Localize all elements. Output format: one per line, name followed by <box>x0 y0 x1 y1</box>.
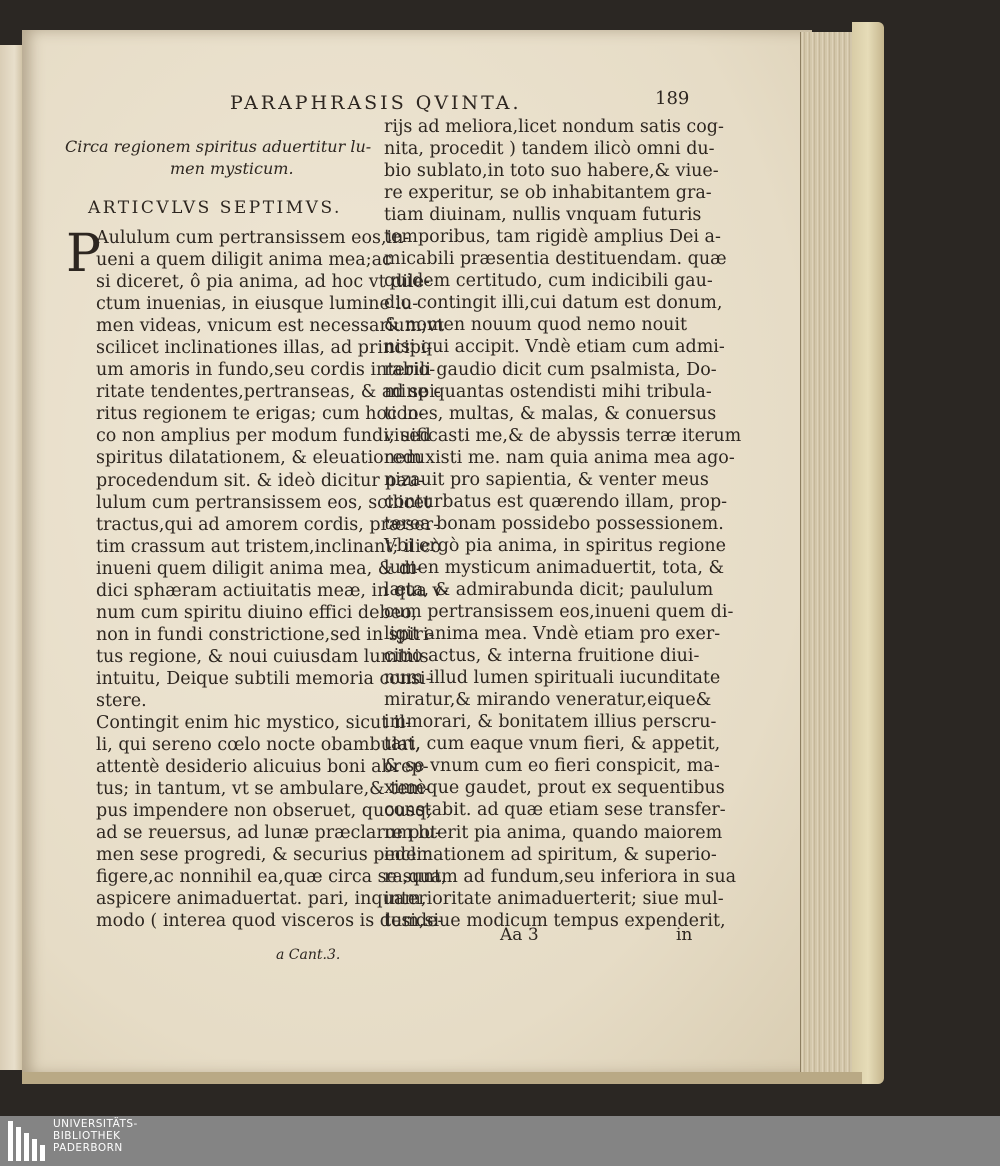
text-line: num cum spiritu diuino effici debeo, <box>96 602 418 623</box>
text-line: rijs ad meliora,licet nondum satis cog- <box>384 117 724 137</box>
text-line: ctum inuenias, in eiusque lumine lu- <box>96 294 419 315</box>
text-line: cum pertransissem eos,inueni quem di- <box>384 602 734 623</box>
text-line: interioritate animaduerterit; siue mul- <box>384 888 724 909</box>
text-line: tari, cum eaque vnum fieri, & appetit, <box>384 734 721 755</box>
text-line: num illud lumen spirituali iucunditate <box>384 668 721 689</box>
text-line: lulum cum pertransissem eos, scilicet <box>96 492 431 513</box>
text-line: ad se reuersus, ad lunæ præclarum lu- <box>96 823 441 844</box>
text-line: Contingit enim hic mystico, sicut il- <box>96 713 412 734</box>
subheading-line: men mysticum. <box>170 159 294 178</box>
catchword: in <box>676 925 693 945</box>
text-line: ritate tendentes,pertranseas, & ad spi- <box>96 382 441 403</box>
text-line: um amoris in fundo,seu cordis interio- <box>96 360 436 381</box>
signature-mark: Aa 3 <box>500 925 539 945</box>
text-line: bio sublato,in toto suo habere,& viue- <box>384 161 719 182</box>
text-line: ra,quam ad fundum,seu inferiora in sua <box>384 866 737 887</box>
footnote: a Cant.3. <box>276 947 341 963</box>
text-line: tus regione, & noui cuiusdam luminis <box>96 646 429 667</box>
text-line: terea bonam possidebo possessionem. <box>384 513 724 534</box>
text-line: nita, procedit ) tandem ilicò omni du- <box>384 139 715 160</box>
text-line: co non amplius per modum fundi; sed <box>96 426 431 447</box>
text-line: stere. <box>96 690 147 711</box>
text-line: reduxisti me. nam quia anima mea ago- <box>384 447 735 468</box>
right-text-column <box>384 116 741 932</box>
book-cover-edge <box>852 22 884 1084</box>
text-line: temporibus, tam rigidè amplius Dei a- <box>384 227 721 248</box>
page-number: 189 <box>655 88 690 109</box>
subheading-line: Circa regionem spiritus aduertitur lu- <box>65 137 372 156</box>
text-line: quidem certitudo, cum indicibili gau- <box>384 271 713 292</box>
text-line: aspicere animaduertat. pari, inquam, <box>96 889 427 910</box>
text-line: spiritus dilatationem, & eleuationem <box>96 448 422 469</box>
text-line: li, qui sereno cœlo nocte obambulat, <box>96 735 421 756</box>
text-line: men sese progredi, & securius pedem <box>96 845 434 866</box>
text-line: Vbi ergò pia anima, in spiritus regione <box>384 535 726 556</box>
drop-capital: P <box>66 224 101 284</box>
text-line: dio contingit illi,cui datum est donum, <box>384 293 723 314</box>
text-line: dici sphæram actiuitatis meæ, in qua v- <box>96 580 449 601</box>
article-title: ARTICVLVS SEPTIMVS. <box>88 198 342 218</box>
text-line: ximèque gaudet, prout ex sequentibus <box>384 778 725 799</box>
text-line: læta, & admirabunda dicit; paululum <box>384 579 714 600</box>
text-line: ligit anima mea. Vndè etiam pro exer- <box>384 624 721 645</box>
text-line: figere,ac nonnihil ea,quæ circa se sunt, <box>96 867 447 888</box>
text-line: re poterit pia anima, quando maiorem <box>384 822 723 843</box>
text-line: modo ( interea quod visceros is deside- <box>96 911 444 932</box>
text-line: si diceret, ô pia anima, ad hoc vt dile- <box>96 272 430 293</box>
text-line: nizauit pro sapientia, & venter meus <box>384 469 709 490</box>
text-line: conturbatus est quærendo illam, prop- <box>384 491 728 512</box>
text-line: tus; in tantum, vt se ambulare,& tem- <box>96 779 431 800</box>
text-line: tiam diuinam, nullis vnquam futuris <box>384 205 702 226</box>
library-name-line: BIBLIOTHEK <box>53 1130 121 1142</box>
marginal-subheading <box>65 136 371 180</box>
text-line: nisi qui accipit. Vndè etiam cum admi- <box>384 337 725 358</box>
text-line: immorari, & bonitatem illius perscru- <box>384 712 717 733</box>
library-name-line: PADERBORN <box>53 1142 123 1154</box>
text-line: non in fundi constrictione,sed in spiri- <box>96 624 435 645</box>
text-line: citio actus, & interna fruitione diui- <box>384 646 700 667</box>
text-line: tiones, multas, & malas, & conuersus <box>384 403 717 424</box>
library-name <box>53 1118 138 1154</box>
text-line: inueni quem diligit anima mea, & di- <box>96 558 422 579</box>
library-logo-icon <box>8 1121 48 1161</box>
text-line: tum,siue modicum tempus expenderit, <box>384 910 726 931</box>
text-line: Aululum cum pertransissem eos,in- <box>96 228 410 248</box>
text-line: inclinationem ad spiritum, & superio- <box>384 844 717 865</box>
text-line: attentè desiderio alicuius boni abrep- <box>96 757 429 778</box>
text-line: & nomen nouum quod nemo nouit <box>384 315 688 336</box>
text-line: pus impendere non obseruet, quousq; <box>96 801 433 822</box>
text-line: tim crassum aut tristem,inclinant; ilicò <box>96 536 442 557</box>
text-line: & se vnum cum eo fieri conspicit, ma- <box>384 756 720 777</box>
text-line: scilicet inclinationes illas, ad principi- <box>96 338 433 359</box>
text-line: men videas, vnicum est necessarium;vt <box>96 316 445 337</box>
text-line: lumen mysticum animaduertit, tota, & <box>384 557 725 578</box>
text-line: viuificasti me,& de abyssis terræ iterum <box>384 425 742 446</box>
library-footer-bar <box>0 1116 1000 1166</box>
text-line: procedendum sit. & ideò dicitur pau- <box>96 470 425 491</box>
library-name-line: UNIVERSITÄTS- <box>53 1118 138 1130</box>
text-line: miratur,& mirando veneratur,eique& <box>384 690 712 711</box>
text-line: re experitur, se ob inhabitantem gra- <box>384 183 712 204</box>
text-line: constabit. ad quæ etiam sese transfer- <box>384 800 726 821</box>
text-line: tractus,qui ad amorem cordis, præser- <box>96 514 439 535</box>
text-line: rabili gaudio dicit cum psalmista, Do- <box>384 359 717 380</box>
text-line: ueni a quem diligit anima mea;ac <box>96 250 392 271</box>
running-title: PARAPHRASIS QVINTA. <box>230 92 522 114</box>
text-line: mine quantas ostendisti mihi tribula- <box>384 381 712 402</box>
text-line: ritus regionem te erigas; cum hoc lo- <box>96 404 425 425</box>
text-line: intuitu, Deique subtili memoria consi- <box>96 668 432 689</box>
page-stack-edges <box>800 32 857 1077</box>
text-line: micabili præsentia destituendam. quæ <box>384 249 727 270</box>
page-bottom-edge <box>22 1072 862 1084</box>
